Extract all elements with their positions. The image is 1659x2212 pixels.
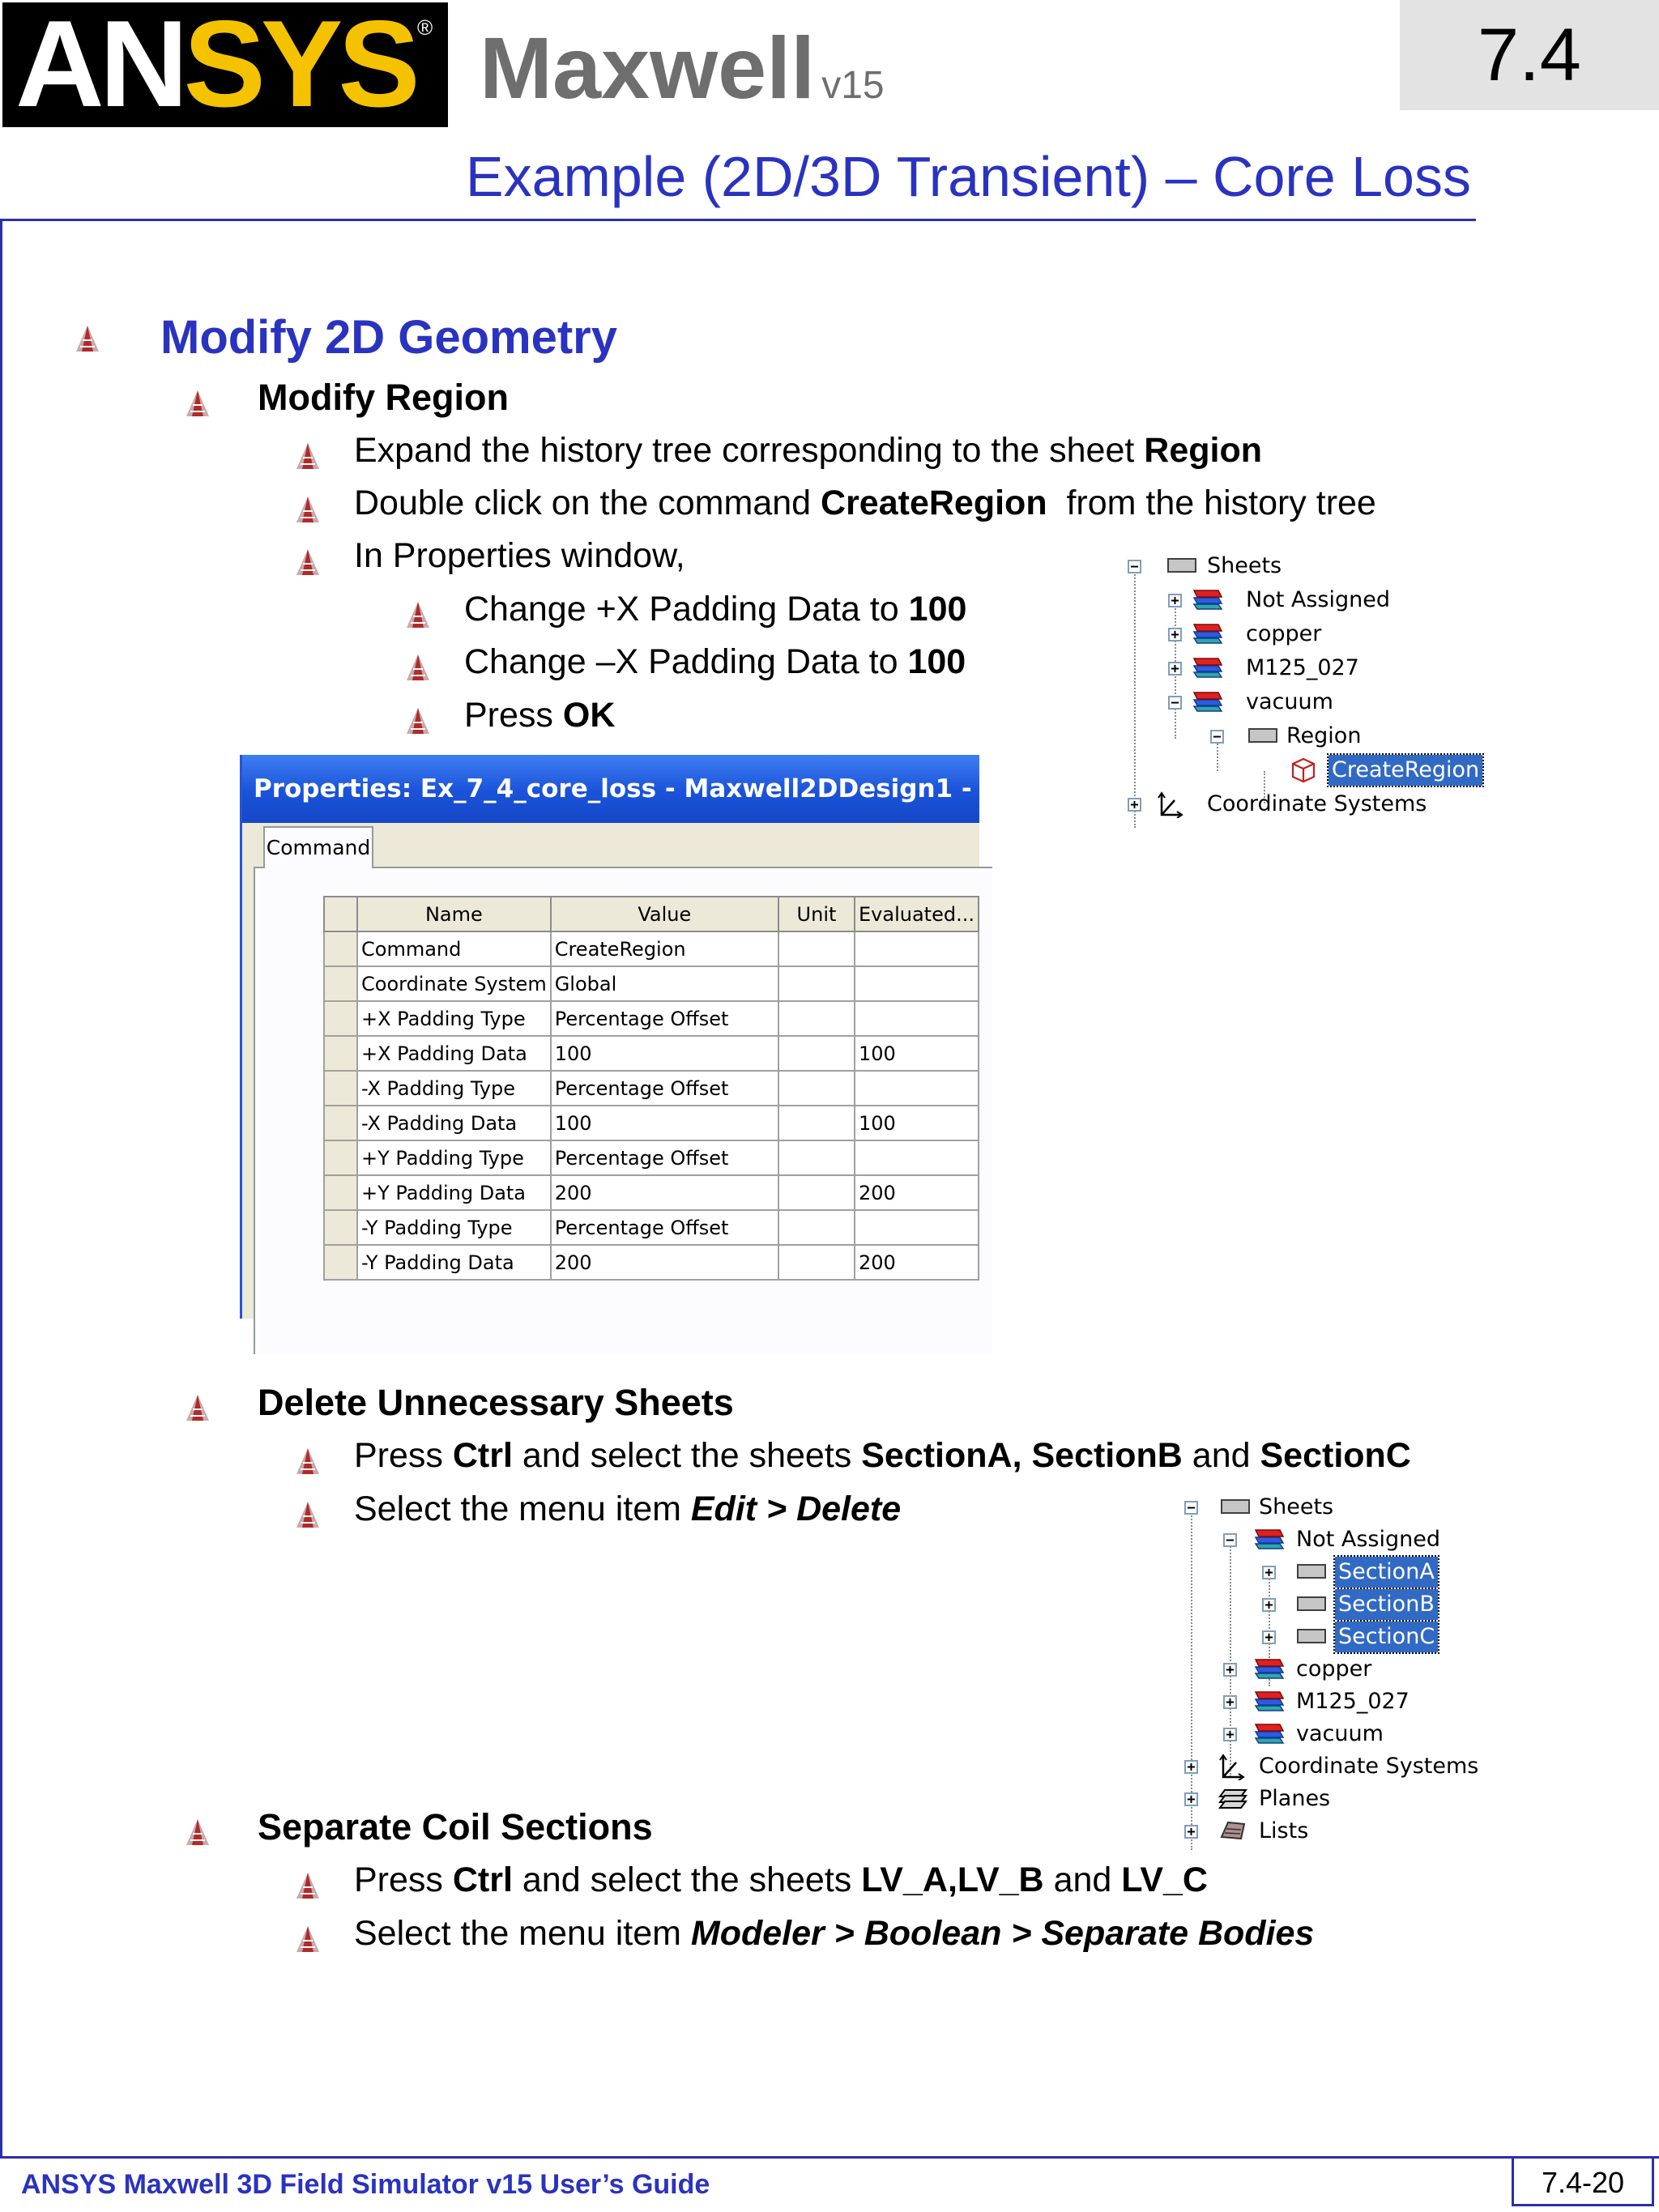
cell-name[interactable]: -X Padding Data: [357, 1106, 551, 1140]
expand-icon[interactable]: +: [1128, 798, 1141, 812]
row-header[interactable]: [324, 1140, 357, 1175]
cell-value[interactable]: Percentage Offset: [551, 1001, 778, 1036]
cell-unit[interactable]: [778, 1106, 855, 1140]
collapse-icon[interactable]: −: [1168, 696, 1182, 710]
expand-icon[interactable]: +: [1184, 1760, 1198, 1774]
expand-icon[interactable]: +: [1184, 1825, 1198, 1839]
header-rule: [0, 219, 1476, 221]
expand-icon[interactable]: +: [1223, 1695, 1237, 1709]
expand-icon[interactable]: +: [1262, 1630, 1276, 1644]
row-header[interactable]: [324, 1245, 357, 1280]
cell-unit[interactable]: [778, 1140, 855, 1175]
solid-stack-icon: [1251, 1688, 1285, 1715]
row-header[interactable]: [324, 1106, 357, 1140]
cell-evaluated: 100: [855, 1036, 979, 1071]
cell-unit[interactable]: [778, 1245, 855, 1280]
sheet-icon: [1247, 726, 1278, 745]
row-header[interactable]: [324, 1175, 357, 1210]
collapse-icon[interactable]: −: [1210, 730, 1224, 744]
table-row[interactable]: [324, 966, 979, 1001]
expand-icon[interactable]: +: [1168, 628, 1182, 641]
cell-name[interactable]: +X Padding Data: [357, 1036, 551, 1071]
cell-value[interactable]: Global: [551, 966, 778, 1001]
cell-value[interactable]: Percentage Offset: [551, 1210, 778, 1245]
table-row[interactable]: [324, 1175, 979, 1210]
expand-icon[interactable]: +: [1262, 1566, 1276, 1579]
row-header[interactable]: [324, 1036, 357, 1071]
sheet-icon: [1296, 1626, 1327, 1646]
table-row[interactable]: [324, 1071, 979, 1106]
collapse-icon[interactable]: −: [1184, 1501, 1198, 1515]
tab-command[interactable]: Command: [263, 826, 373, 868]
expand-icon[interactable]: +: [1184, 1792, 1198, 1806]
cell-unit[interactable]: [778, 966, 855, 1001]
step-separate-bodies: Select the menu item Modeler > Boolean > Separate Bodies: [354, 1914, 1315, 1953]
expand-icon[interactable]: +: [1168, 662, 1182, 676]
solid-stack-icon: [1251, 1526, 1285, 1554]
step-select-lv: Press Ctrl and select the sheets LV_A,LV_B and LV_C: [354, 1860, 1208, 1899]
solid-stack-icon: [1189, 688, 1223, 716]
logo-sys: SYS: [183, 0, 416, 133]
cell-evaluated: 200: [855, 1175, 979, 1210]
cell-name[interactable]: +X Padding Type: [357, 1001, 551, 1036]
expand-icon[interactable]: +: [1223, 1663, 1237, 1677]
properties-dialog: [240, 755, 1096, 1319]
cell-evaluated: 200: [855, 1245, 979, 1280]
expand-icon[interactable]: +: [1223, 1728, 1237, 1741]
table-row[interactable]: [324, 1210, 979, 1245]
collapse-icon[interactable]: −: [1128, 560, 1141, 573]
product-version: v15: [821, 64, 885, 107]
sheet-icon: [1296, 1594, 1327, 1613]
table-row[interactable]: [324, 1001, 979, 1036]
bullet-icon: [295, 495, 321, 524]
col-header-unit[interactable]: Unit: [778, 897, 855, 931]
table-row[interactable]: [324, 1140, 979, 1175]
sheet-icon: [1220, 1497, 1251, 1516]
col-header-value[interactable]: Value: [551, 897, 778, 931]
history-tree-region: − Sheets + Not Assigned + copper + M125_027 − vacuum − Region CreateRegion + Coordinate Systems: [1126, 551, 1482, 834]
sheet-icon: [1166, 556, 1197, 575]
expand-icon[interactable]: +: [1262, 1598, 1276, 1612]
bullet-icon: [295, 1500, 321, 1529]
bullet-icon: [185, 389, 211, 418]
step-press-ok: Press OK: [464, 696, 616, 735]
properties-grid: [323, 896, 979, 1281]
solid-stack-icon: [1189, 620, 1223, 648]
cell-value[interactable]: 100: [551, 1036, 778, 1071]
solid-stack-icon: [1251, 1720, 1285, 1748]
cell-name[interactable]: Coordinate System: [357, 966, 551, 1001]
step-minus-x: Change –X Padding Data to 100: [464, 642, 966, 681]
row-header[interactable]: [324, 931, 357, 966]
step-double-click: Double click on the command CreateRegion from the history tree: [354, 484, 1376, 522]
planes-icon: [1217, 1787, 1249, 1811]
cell-evaluated: [855, 1210, 979, 1245]
cell-value[interactable]: 100: [551, 1106, 778, 1140]
cell-evaluated: [855, 1140, 979, 1175]
cell-evaluated: [855, 1071, 979, 1106]
bullet-icon: [405, 706, 431, 735]
cell-value[interactable]: CreateRegion: [551, 931, 778, 966]
cell-name[interactable]: -Y Padding Type: [357, 1210, 551, 1245]
col-header-name[interactable]: Name: [357, 897, 551, 931]
ansys-logo: [2, 0, 448, 133]
footer-rule: [0, 2156, 1659, 2159]
bullet-icon: [185, 1818, 211, 1847]
page-subtitle: Example (2D/3D Transient) – Core Loss: [465, 145, 1471, 208]
table-row[interactable]: [324, 931, 979, 966]
bullet-icon: [295, 1924, 321, 1954]
step-edit-delete: Select the menu item Edit > Delete: [354, 1490, 902, 1528]
cell-value[interactable]: Percentage Offset: [551, 1140, 778, 1175]
cell-name[interactable]: +Y Padding Type: [357, 1140, 551, 1175]
registered-mark-icon: ®: [417, 15, 433, 40]
solid-stack-icon: [1251, 1656, 1285, 1683]
bullet-icon: [75, 324, 100, 353]
table-row[interactable]: [324, 1106, 979, 1140]
step-select-sections: Press Ctrl and select the sheets SectionA, SectionB and SectionC: [354, 1436, 1411, 1475]
separate-coil-heading: Separate Coil Sections: [258, 1806, 653, 1848]
grid-corner: [324, 897, 357, 931]
col-header-evaluated[interactable]: Evaluated...: [855, 897, 979, 931]
section-number: 7.4: [1478, 14, 1581, 96]
modify-region-heading: Modify Region: [258, 377, 509, 418]
expand-icon[interactable]: +: [1168, 594, 1182, 607]
logo-an: AN: [15, 0, 184, 133]
cell-name[interactable]: +Y Padding Data: [357, 1175, 551, 1210]
history-tree-sections: − Sheets − Not Assigned + SectionA + SectionB + SectionC + copper + M125_027 + vacuum + Coordinate Systems + Planes + Lists: [1183, 1492, 1474, 1856]
cell-evaluated: [855, 1001, 979, 1036]
cell-unit[interactable]: [778, 1210, 855, 1245]
coordinate-axes-icon: [1218, 1753, 1246, 1780]
cell-name[interactable]: -Y Padding Data: [357, 1245, 551, 1280]
bullet-icon: [405, 653, 431, 682]
bullet-icon: [295, 1871, 321, 1900]
row-header[interactable]: [324, 966, 357, 1001]
cell-unit[interactable]: [778, 1036, 855, 1071]
row-header[interactable]: [324, 1001, 357, 1036]
cell-value[interactable]: Percentage Offset: [551, 1071, 778, 1106]
bullet-icon: [295, 1447, 321, 1476]
cell-value[interactable]: 200: [551, 1245, 778, 1280]
step-expand-tree: Expand the history tree corresponding to the sheet Region: [354, 431, 1262, 470]
delete-sheets-heading: Delete Unnecessary Sheets: [258, 1382, 734, 1423]
collapse-icon[interactable]: −: [1223, 1533, 1237, 1547]
cell-evaluated: [855, 966, 979, 1001]
bullet-icon: [185, 1393, 211, 1422]
section-heading: Modify 2D Geometry: [160, 311, 617, 364]
step-properties: In Properties window,: [354, 536, 685, 575]
command-cube-icon: [1291, 757, 1316, 783]
product-name: Maxwell v15: [480, 19, 885, 117]
bullet-icon: [405, 600, 431, 629]
lists-icon: [1217, 1819, 1247, 1843]
cell-evaluated: 100: [855, 1106, 979, 1140]
cell-evaluated: [855, 931, 979, 966]
table-row[interactable]: [324, 1245, 979, 1280]
step-plus-x: Change +X Padding Data to 100: [464, 590, 967, 629]
cell-unit[interactable]: [778, 1001, 855, 1036]
page-number: 7.4-20: [1541, 2166, 1625, 2199]
row-header[interactable]: [324, 1071, 357, 1106]
footer-guide-title: ANSYS Maxwell 3D Field Simulator v15 User’s Guide: [21, 2169, 710, 2200]
cell-name[interactable]: Command: [357, 931, 551, 966]
solid-stack-icon: [1189, 586, 1223, 614]
row-header[interactable]: [324, 1210, 357, 1245]
solid-stack-icon: [1189, 654, 1223, 682]
sheet-icon: [1296, 1562, 1327, 1581]
cell-unit[interactable]: [778, 931, 855, 966]
coordinate-axes-icon: [1157, 791, 1184, 818]
cell-value[interactable]: 200: [551, 1175, 778, 1210]
left-rule: [0, 219, 2, 2159]
bullet-icon: [295, 441, 321, 471]
cell-unit[interactable]: [778, 1175, 855, 1210]
dialog-title-bar[interactable]: Properties: Ex_7_4_core_loss - Maxwell2DDesign1 - Modeler: [242, 755, 979, 823]
cell-unit[interactable]: [778, 1071, 855, 1106]
bullet-icon: [295, 548, 321, 577]
cell-name[interactable]: -X Padding Type: [357, 1071, 551, 1106]
table-row[interactable]: [324, 1036, 979, 1071]
